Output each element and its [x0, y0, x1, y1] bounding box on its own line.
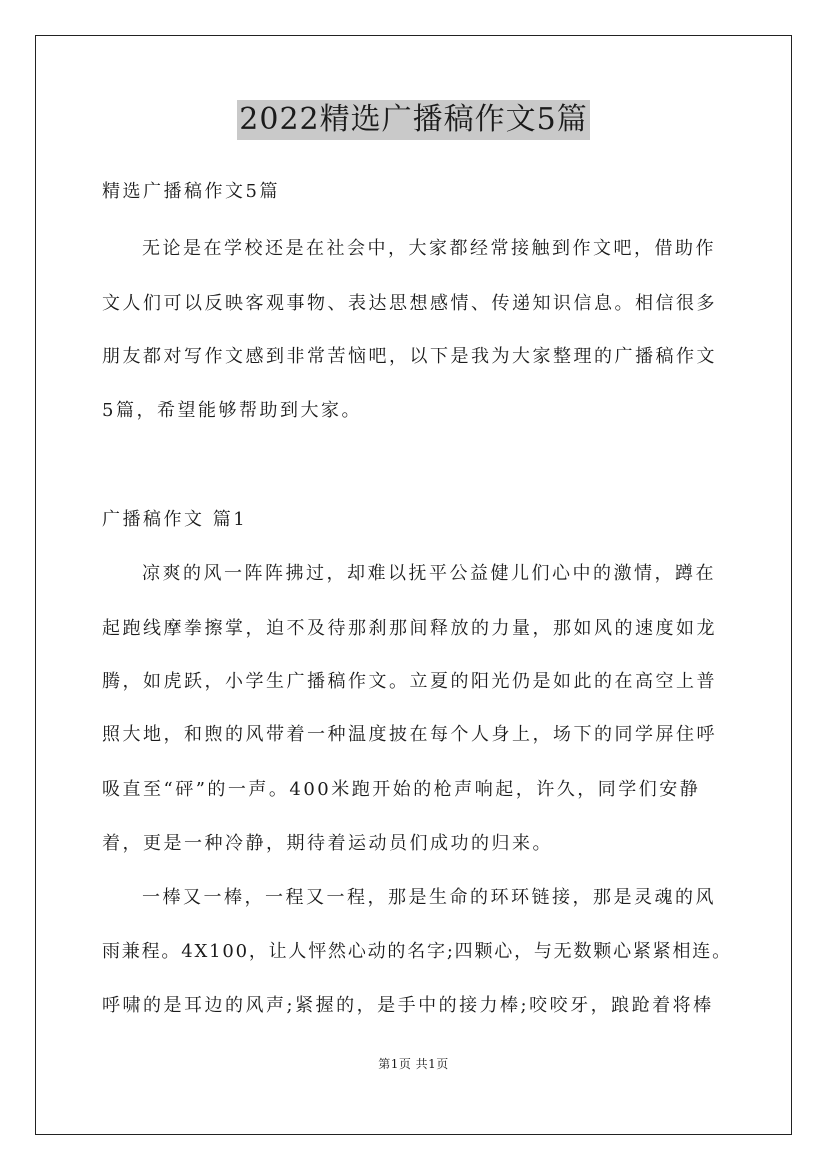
intro-line: 文人们可以反映客观事物、表达思想感情、传递知识信息。相信很多 — [102, 293, 717, 314]
paragraph-line: 一棒又一棒，一程又一程，那是生命的环环链接，那是灵魂的风 — [142, 887, 716, 908]
paragraph-line: 腾，如虎跃，小学生广播稿作文。立夏的阳光仍是如此的在高空上普 — [102, 671, 717, 692]
intro-line: 朋友都对写作文感到非常苦恼吧，以下是我为大家整理的广播稿作文 — [102, 346, 717, 367]
title-container — [0, 100, 827, 140]
paragraph-line: 起跑线摩拳擦掌，迫不及待那刹那间释放的力量，那如风的速度如龙 — [102, 618, 717, 639]
paragraph-line: 吸直至“砰”的一声。400米跑开始的枪声响起，许久，同学们安静 — [102, 779, 701, 800]
section-heading: 广播稿作文 篇1 — [102, 509, 248, 530]
paragraph-line: 呼啸的是耳边的风声;紧握的，是手中的接力棒;咬咬牙，踉跄着将棒 — [102, 995, 714, 1016]
page-footer: 第1页 共1页 — [378, 1057, 449, 1071]
intro-line: 5篇，希望能够帮助到大家。 — [102, 400, 362, 421]
document-subtitle: 精选广播稿作文5篇 — [102, 181, 280, 202]
paragraph-line: 凉爽的风一阵阵拂过，却难以抚平公益健儿们心中的激情，蹲在 — [142, 563, 716, 584]
paragraph-line: 着，更是一种冷静，期待着运动员们成功的归来。 — [102, 833, 553, 854]
paragraph-line: 照大地，和煦的风带着一种温度披在每个人身上，场下的同学屏住呼 — [102, 724, 717, 745]
paragraph-line: 雨兼程。4X100，让人怦然心动的名字;四颗心，与无数颗心紧紧相连。 — [102, 941, 732, 962]
document-title: 2022精选广播稿作文5篇 — [237, 100, 589, 140]
intro-line: 无论是在学校还是在社会中，大家都经常接触到作文吧，借助作 — [142, 238, 716, 259]
